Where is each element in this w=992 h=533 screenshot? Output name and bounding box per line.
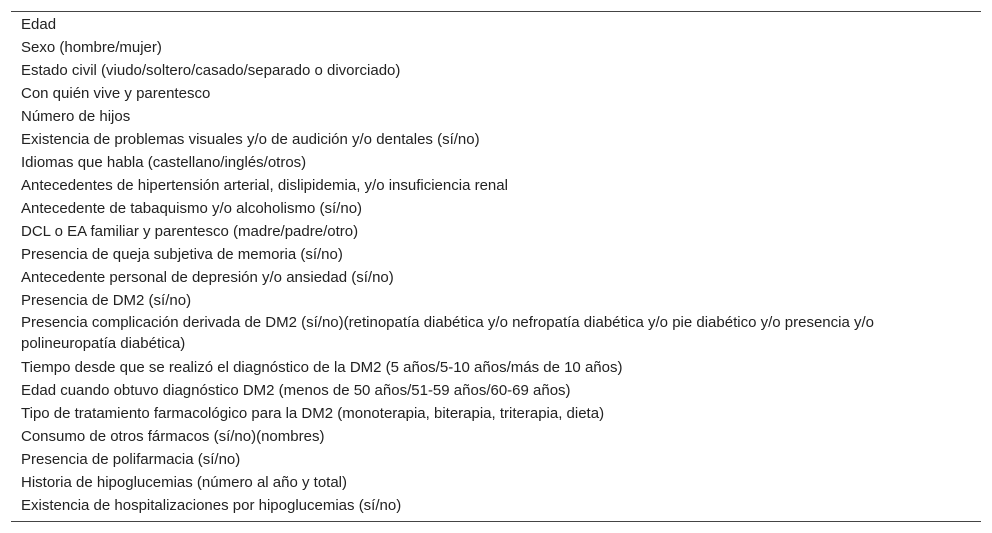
table-row: Tipo de tratamiento farmacológico para la DM2 (monoterapia, biterapia, triterapia, dieta) — [21, 405, 605, 422]
table-row: Estado civil (viudo/soltero/casado/separado o divorciado) — [21, 62, 401, 79]
table-row: Con quién vive y parentesco — [21, 85, 211, 102]
table-row: Sexo (hombre/mujer) — [21, 39, 162, 56]
table-row: DCL o EA familiar y parentesco (madre/padre/otro) — [21, 223, 359, 240]
table-row: Edad — [21, 16, 57, 33]
table-row: Existencia de hospitalizaciones por hipoglucemias (sí/no) — [21, 497, 402, 514]
table-row: Edad cuando obtuvo diagnóstico DM2 (menos de 50 años/51-59 años/60-69 años) — [21, 382, 571, 399]
table-row: Presencia de DM2 (sí/no) — [21, 292, 192, 309]
table-row: Número de hijos — [21, 108, 131, 125]
table-row: Tiempo desde que se realizó el diagnóstico de la DM2 (5 años/5-10 años/más de 10 años) — [21, 359, 623, 376]
table-row: Consumo de otros fármacos (sí/no)(nombres) — [21, 428, 325, 445]
table-row: Antecedentes de hipertensión arterial, dislipidemia, y/o insuficiencia renal — [21, 177, 508, 194]
table-row: Antecedente de tabaquismo y/o alcoholismo (sí/no) — [21, 200, 363, 217]
table-row: Presencia de queja subjetiva de memoria (sí/no) — [21, 246, 343, 263]
table-row: Idiomas que habla (castellano/inglés/otros) — [21, 154, 307, 171]
table-row: Antecedente personal de depresión y/o ansiedad (sí/no) — [21, 269, 394, 286]
table-row: Historia de hipoglucemias (número al año y total) — [21, 474, 347, 491]
table-row: Presencia complicación derivada de DM2 (sí/no)(retinopatía diabética y/o nefropatía diabética y/o pie diabético y/o presencia y/o polineuropatía diabética) — [21, 314, 874, 352]
variables-table — [11, 11, 981, 522]
table-row: Presencia de polifarmacia (sí/no) — [21, 451, 241, 468]
table-row: Existencia de problemas visuales y/o de audición y/o dentales (sí/no) — [21, 131, 480, 148]
